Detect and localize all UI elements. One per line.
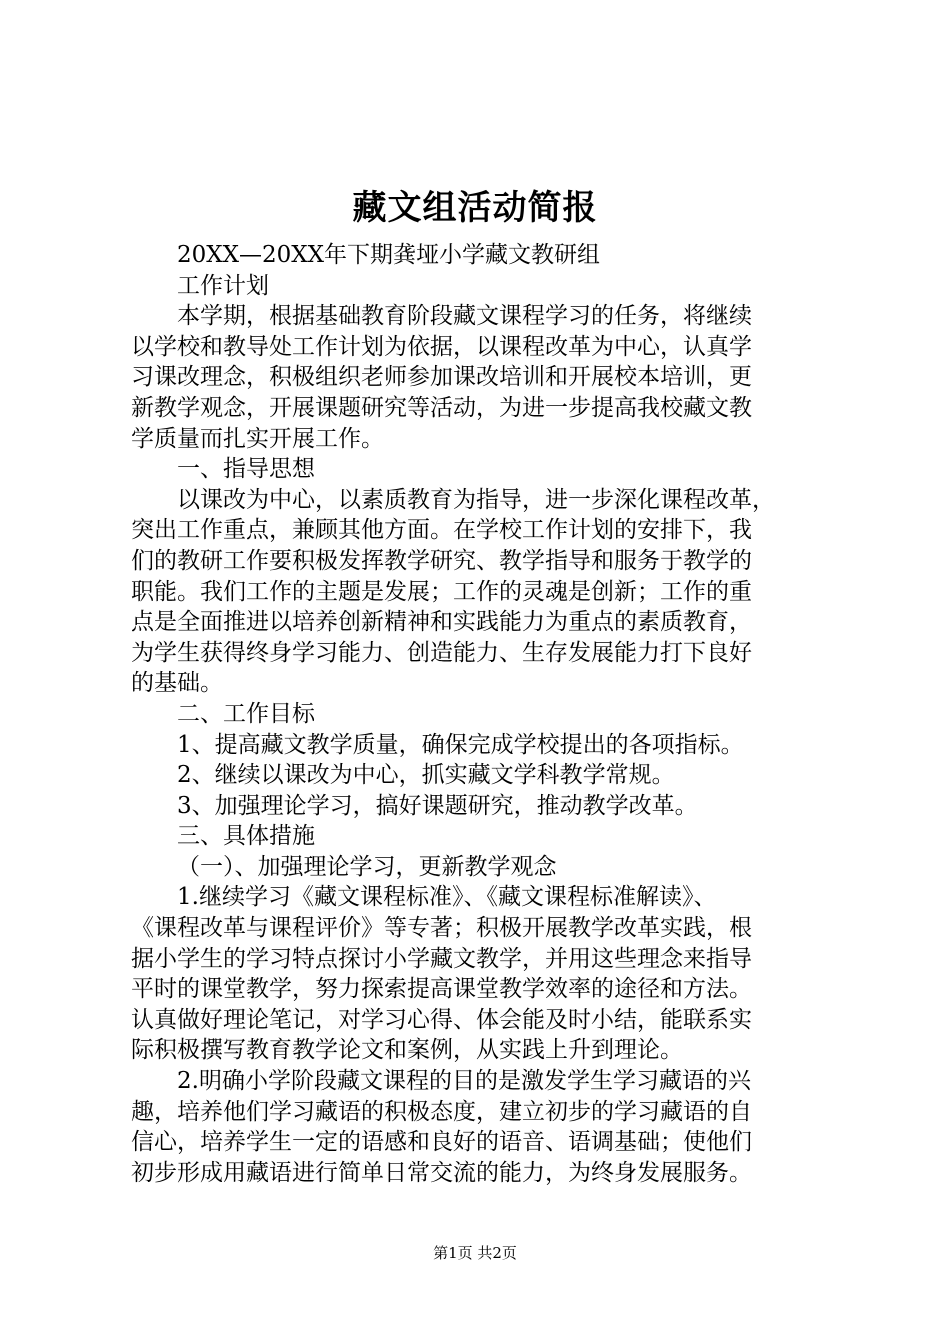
text-line: 平时的课堂教学，努力探索提高课堂教学效率的途径和方法。 [131, 976, 752, 1003]
text-line: 2、继续以课改为中心，抓实藏文学科教学常规。 [177, 762, 675, 789]
text-line: 2.明确小学阶段藏文课程的目的是激发学生学习藏语的兴 [177, 1068, 751, 1095]
text-line: 的基础。 [131, 670, 223, 697]
text-line: 三、具体措施 [177, 823, 315, 850]
text-line: 一、指导思想 [177, 456, 315, 483]
text-line: 以学校和教导处工作计划为依据，以课程改革为中心，认真学 [131, 333, 752, 360]
text-line: 职能。我们工作的主题是发展；工作的灵魂是创新；工作的重 [131, 578, 752, 605]
text-line: 突出工作重点，兼顾其他方面。在学校工作计划的安排下，我 [131, 517, 752, 544]
text-line: 《课程改革与课程评价》等专著；积极开展教学改革实践，根 [131, 915, 752, 942]
text-line: 信心，培养学生一定的语感和良好的语音、语调基础；使他们 [131, 1129, 752, 1156]
text-line: 们的教研工作要积极发挥教学研究、教学指导和服务于教学的 [131, 547, 752, 574]
text-line: 初步形成用藏语进行简单日常交流的能力，为终身发展服务。 [131, 1159, 752, 1186]
text-line: （一）、加强理论学习，更新教学观念 [177, 853, 557, 880]
text-line: 本学期，根据基础教育阶段藏文课程学习的任务，将继续 [177, 303, 752, 330]
text-line: 点是全面推进以培养创新精神和实践能力为重点的素质教育， [131, 609, 752, 636]
text-line: 学质量而扎实开展工作。 [131, 425, 384, 452]
text-line: 1、提高藏文教学质量，确保完成学校提出的各项指标。 [177, 731, 744, 758]
text-line: 习课改理念，积极组织老师参加课改培训和开展校本培训，更 [131, 364, 752, 391]
text-line: 3、加强理论学习，搞好课题研究，推动教学改革。 [177, 792, 698, 819]
document-body [131, 240, 831, 1188]
text-line: 际积极撰写教育教学论文和案例，从实践上升到理论。 [131, 1037, 683, 1064]
text-line: 认真做好理论笔记，对学习心得、体会能及时小结，能联系实 [131, 1006, 752, 1033]
text-line: 趣，培养他们学习藏语的积极态度，建立初步的学习藏语的自 [131, 1098, 752, 1125]
text-line: 20XX—20XX年下期龚垭小学藏文教研组 [177, 242, 601, 268]
text-line: 工作计划 [177, 272, 269, 299]
text-line: 1.继续学习《藏文课程标准》、《藏文课程标准解读》、 [177, 884, 717, 911]
text-line: 为学生获得终身学习能力、创造能力、生存发展能力打下良好 [131, 639, 752, 666]
page-footer: 第1页 共2页 [433, 1244, 517, 1262]
text-line: 新教学观念，开展课题研究等活动，为进一步提高我校藏文教 [131, 394, 752, 421]
text-line: 以课改为中心，以素质教育为指导，进一步深化课程改革， [177, 486, 775, 513]
page-title: 藏文组活动简报 [352, 188, 598, 228]
text-line: 二、工作目标 [177, 700, 315, 727]
text-line: 据小学生的学习特点探讨小学藏文教学，并用这些理念来指导 [131, 945, 752, 972]
